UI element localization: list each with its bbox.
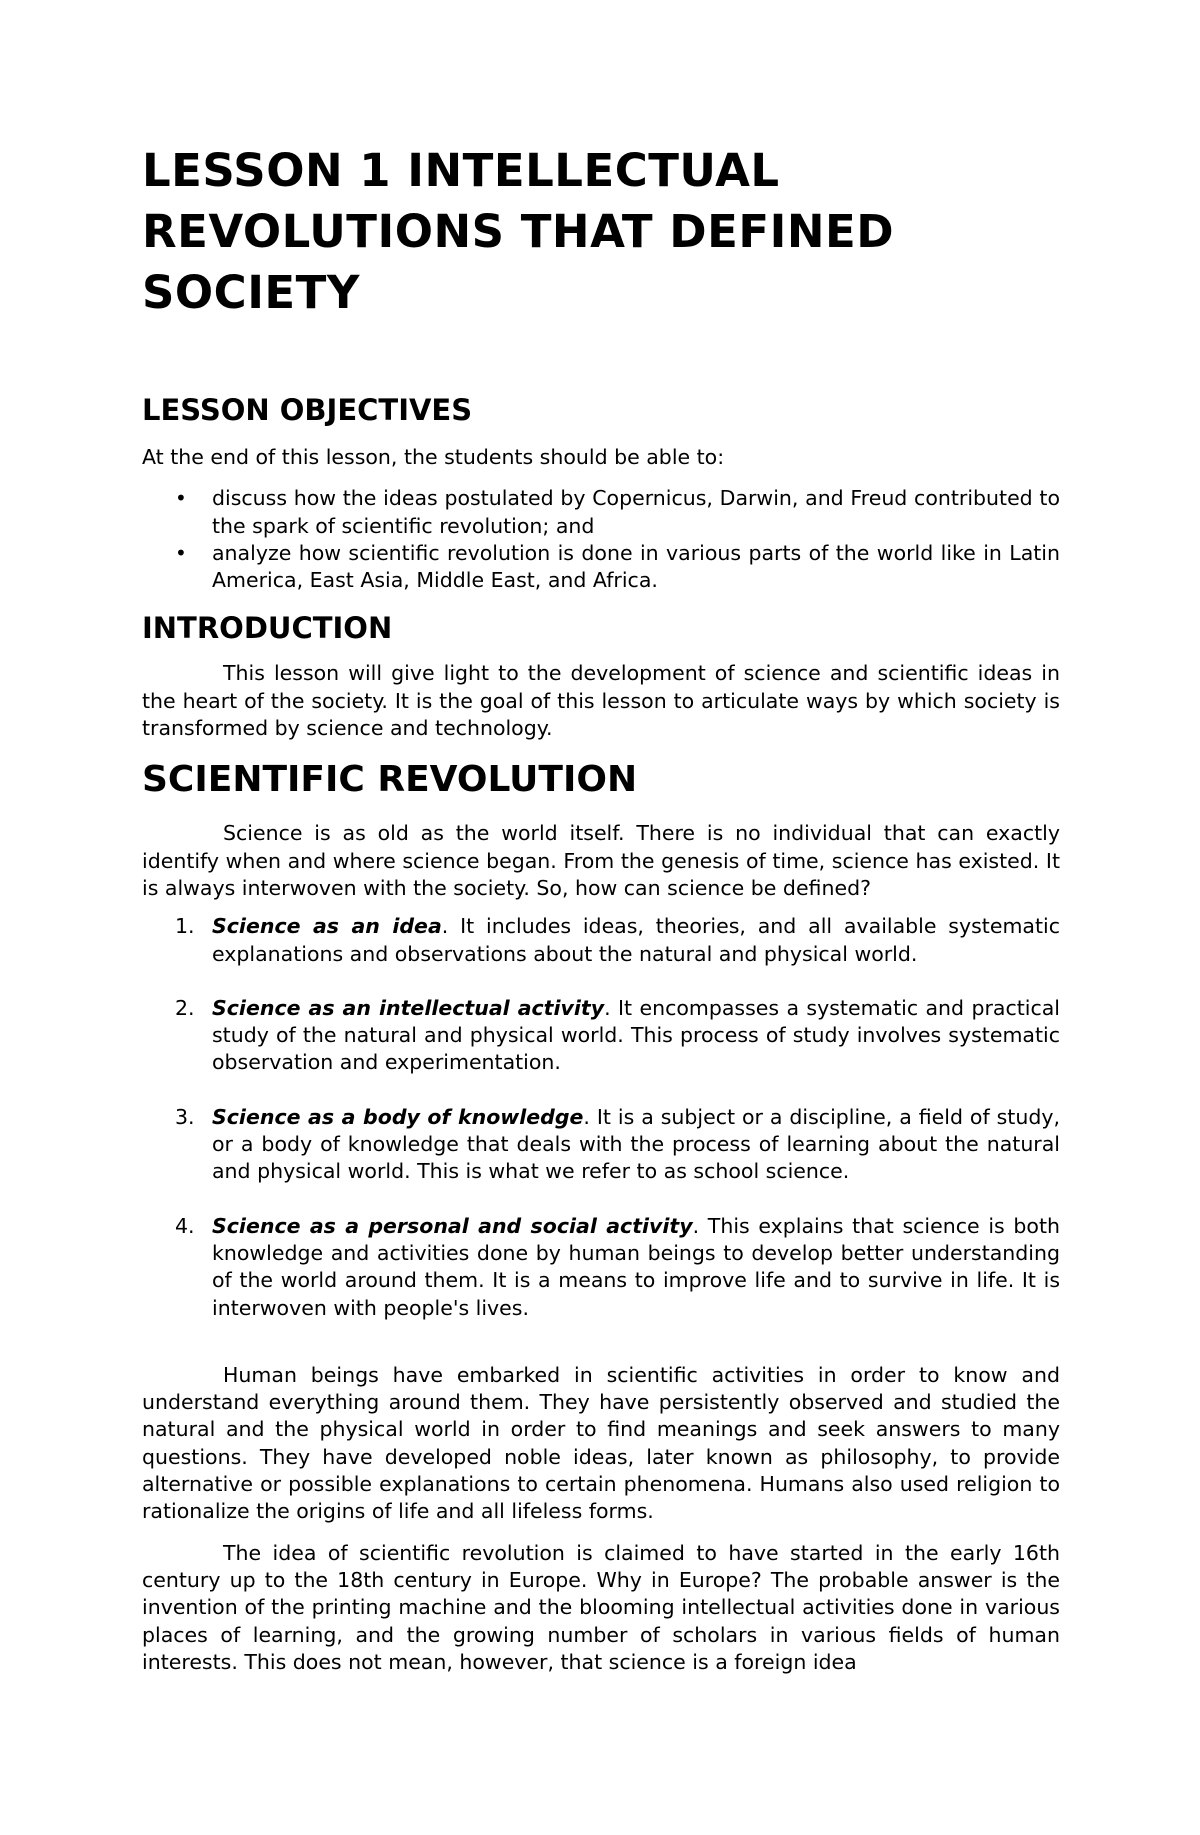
objective-text: discuss how the ideas postulated by Copernicus, Darwin, and Freud contributed to the spark of scientific revolution; and bbox=[212, 486, 1060, 538]
definition-text: . This explains that science is both knowledge and activities done by human beings to develop better understanding of the world around them. It is a means to improve life and to survive in life. It is interwoven with people's lives. bbox=[212, 1213, 1060, 1320]
objective-text: analyze how scientific revolution is done in various parts of the world like in Latin America, East Asia, Middle East, and Africa. bbox=[212, 540, 1060, 593]
bullet-icon: • bbox=[175, 486, 187, 511]
scientific-revolution-intro: Science is as old as the world itself. There is no individual that can exactly identify when and where science began. From the genesis of time, science has existed. It is always interwoven with the society. So, how can science be defined? bbox=[142, 821, 1060, 900]
definition-text: . It encompasses a systematic and practical study of the natural and physical world. This process of study involves systematic observation and experimentation. bbox=[212, 995, 1060, 1075]
document-content bbox=[142, 140, 1060, 1676]
definition-item bbox=[175, 913, 1060, 968]
definition-number: 3. bbox=[175, 1104, 195, 1129]
objective-item bbox=[175, 540, 1060, 595]
objectives-heading: LESSON OBJECTIVES bbox=[142, 393, 473, 427]
body-paragraph: Human beings have embarked in scientific activities in order to know and understand everything around them. They have persistently observed and studied the natural and the physical world in order to find meanings and seek answers to many questions. They have developed noble ideas, later known as philosophy, to provide alternative or possible explanations to certain phenomena. Humans also used religion to rationalize the origins of life and all lifeless forms. bbox=[142, 1362, 1060, 1524]
definition-text: . It is a subject or a discipline, a field of study, or a body of knowledge that deals with the process of learning about the natural and physical world. This is what we refer to as school science. bbox=[212, 1104, 1060, 1184]
science-definitions-list bbox=[142, 913, 1060, 1322]
definition-text: . It includes ideas, theories, and all available systematic explanations and observations about the natural and physical world. bbox=[212, 914, 1060, 966]
definition-term: Science as an intellectual activity bbox=[212, 995, 605, 1020]
objectives-list bbox=[142, 485, 1060, 594]
definition-item bbox=[175, 995, 1060, 1077]
scientific-revolution-heading: SCIENTIFIC REVOLUTION bbox=[142, 759, 638, 801]
definition-number: 2. bbox=[175, 995, 195, 1020]
lesson-title: LESSON 1 INTELLECTUAL REVOLUTIONS THAT DEFINED SOCIETY bbox=[142, 144, 895, 319]
introduction-heading: INTRODUCTION bbox=[142, 611, 393, 646]
objectives-intro: At the end of this lesson, the students should be able to: bbox=[142, 445, 725, 469]
body-paragraph: The idea of scientific revolution is claimed to have started in the early 16th century up to the 18th century in Europe. Why in Europe? The probable answer is the invention of the printing machine and the blooming intellectual activities done in various places of learning, and the growing number of scholars in various fields of human interests. This does not mean, however, that science is a foreign idea bbox=[142, 1540, 1060, 1674]
bullet-icon: • bbox=[175, 540, 187, 565]
definition-term: Science as a personal and social activity bbox=[212, 1213, 693, 1238]
definition-item bbox=[175, 1104, 1060, 1186]
definition-term: Science as a body of knowledge bbox=[212, 1104, 584, 1129]
definition-number: 4. bbox=[175, 1213, 195, 1238]
definition-term: Science as an idea bbox=[212, 914, 442, 939]
definition-number: 1. bbox=[175, 914, 195, 939]
objective-item bbox=[175, 485, 1060, 540]
definition-item bbox=[175, 1213, 1060, 1322]
introduction-paragraph: This lesson will give light to the development of science and scientific ideas in the heart of the society. It is the goal of this lesson to articulate ways by which society is transformed by science and technology. bbox=[142, 661, 1060, 741]
